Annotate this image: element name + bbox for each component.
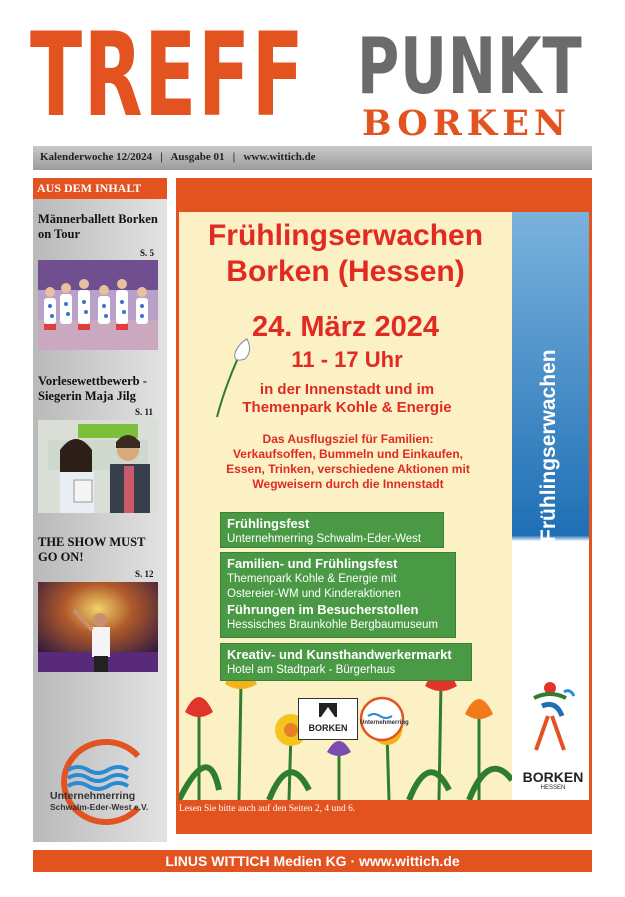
place-line-1: in der Innenstadt und im	[259, 381, 435, 398]
museum-logo-text: BORKEN	[308, 723, 348, 733]
event-time: 11 - 17 Uhr	[291, 347, 403, 372]
program-box-kunsthandwerkermarkt	[220, 643, 472, 681]
town-logo-sub: HESSEN	[540, 785, 566, 791]
ballet-photo[interactable]	[38, 260, 158, 350]
sidebar-item-title[interactable]: Männerballett Borken on Tour	[38, 212, 158, 241]
title-borken: BORKEN	[362, 103, 571, 144]
town-logo-text: BORKEN	[522, 769, 584, 785]
box-subtitle: Hessisches Braunkohle Bergbaumuseum	[227, 619, 438, 631]
box-title: Kreativ- und Kunsthandwerkermarkt	[227, 647, 452, 662]
event-description	[200, 432, 496, 492]
side-banner-text: Borkener Frühlingserwachen	[537, 349, 560, 640]
title-treff: TREFF	[30, 8, 306, 144]
box-subtitle: Hotel am Stadtpark - Bürgerhaus	[227, 664, 396, 676]
headline-line-2: Borken (Hessen)	[226, 255, 465, 288]
sidebar-item-title[interactable]: Vorlesewettbewerb - Siegerin Maja Jilg	[38, 374, 147, 403]
desc-line: Essen, Trinken, verschiedene Aktionen mit	[226, 462, 470, 476]
ur-poster-logo-text: Unternehmerring	[360, 720, 409, 726]
box-title: Frühlingsfest	[227, 516, 310, 531]
unternehmerring-logo	[48, 736, 158, 826]
place-line-2: Themenpark Kohle & Energie	[242, 399, 452, 416]
sidebar-item-title[interactable]: THE SHOW MUST GO ON!	[38, 535, 146, 564]
event-place	[212, 381, 482, 417]
box-title: Führungen im Besucherstollen	[227, 602, 419, 617]
sidebar-item-page: S. 12	[135, 569, 154, 579]
event-date: 24. März 2024	[251, 311, 439, 343]
box-subtitle: Unternehmerring Schwalm-Eder-West	[227, 533, 422, 545]
see-also-note: Lesen Sie bitte auch auf den Seiten 2, 4 und 6.	[179, 804, 356, 814]
town-logo	[520, 672, 586, 796]
ur-poster-logo	[358, 696, 409, 742]
logo-line-2: Schwalm-Eder-West e.V.	[50, 802, 149, 812]
masthead	[0, 0, 625, 144]
desc-line: Wegweisern durch die Innenstadt	[252, 477, 444, 491]
desc-line: Das Ausflugsziel für Familien:	[262, 432, 434, 446]
box-title: Familien- und Frühlingsfest	[227, 556, 398, 571]
box-subtitle: Themenpark Kohle & Energie mit	[227, 573, 397, 585]
show-photo[interactable]	[38, 582, 158, 672]
program-box-fruehlingsfest	[220, 512, 444, 548]
reading-contest-photo[interactable]	[38, 420, 158, 513]
box-subtitle: Ostereier-WM und Kinderaktionen	[227, 588, 401, 600]
program-box-familienfest	[220, 552, 456, 638]
museum-logo	[298, 698, 358, 740]
desc-line: Verkaufsoffen, Bummeln und Einkaufen,	[232, 447, 464, 461]
issue-line: Kalenderwoche 12/2024 | Ausgabe 01 | www.wittich.de	[40, 151, 316, 163]
sidebar-item-page: S. 11	[135, 407, 154, 417]
sidebar-heading: AUS DEM INHALT	[33, 178, 167, 199]
title-punkt: PUNKT	[357, 21, 583, 113]
logo-line-1: Unternehmerring	[50, 790, 136, 802]
sidebar-item-page: S. 5	[140, 248, 155, 258]
headline-line-1: Frühlingserwachen	[207, 219, 484, 252]
poster-headline	[179, 218, 512, 290]
publisher-bar[interactable]: LINUS WITTICH Medien KG · www.wittich.de	[33, 850, 592, 872]
